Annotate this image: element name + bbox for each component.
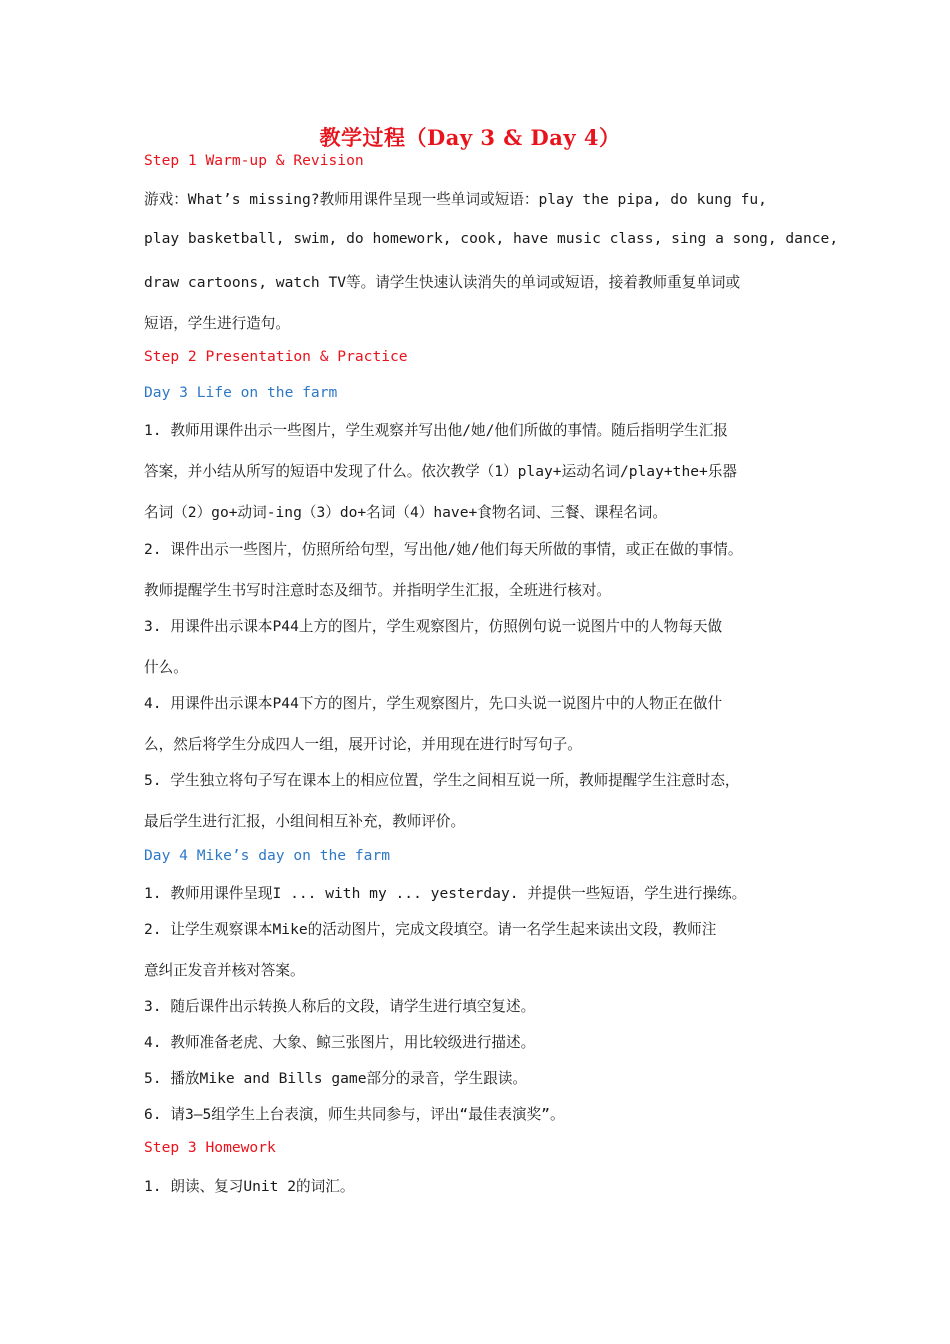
day3-line-4: 2. 课件出示一些图片，仿照所给句型，写出他/她/他们每天所做的事情，或正在做的事情。 [144, 541, 743, 558]
step3-line-1: 1. 朗读、复习Unit 2的词汇。 [144, 1178, 355, 1195]
day4-line-2: 2. 让学生观察课本Mike的活动图片，完成文段填空。请一名学生起来读出文段，教师注 [144, 921, 717, 938]
day3-line-10: 5. 学生独立将句子写在课本上的相应位置，学生之间相互说一所，教师提醒学生注意时态， [144, 772, 740, 789]
day4-heading: Day 4 Mike’s day on the farm [144, 847, 391, 864]
step1-heading: Step 1 Warm-up & Revision [144, 152, 364, 169]
day3-line-3: 名词（2）go+动词-ing（3）do+名词（4）have+食物名词、三餐、课程名词。 [144, 504, 667, 521]
step1-line-1: 游戏：What’s missing?教师用课件呈现一些单词或短语：play the pipa, do kung fu, [144, 191, 767, 208]
day4-line-3: 意纠正发音并核对答案。 [144, 962, 305, 979]
step2-heading: Step 2 Presentation & Practice [144, 348, 408, 365]
day3-heading: Day 3 Life on the farm [144, 384, 338, 401]
day3-line-6: 3. 用课件出示课本P44上方的图片，学生观察图片，仿照例句说一说图片中的人物每天做 [144, 618, 723, 635]
step1-line-4: 短语，学生进行造句。 [144, 315, 290, 332]
step1-line-2: play basketball, swim, do homework, cook, have music class, sing a song, dance, [144, 230, 839, 247]
day4-line-4: 3. 随后课件出示转换人称后的文段，请学生进行填空复述。 [144, 998, 536, 1015]
step1-line-3: draw cartoons, watch TV等。请学生快速认读消失的单词或短语，接着教师重复单词或 [144, 274, 741, 291]
day3-line-2: 答案，并小结从所写的短语中发现了什么。依次教学（1）play+运动名词/play+the+乐器 [144, 463, 737, 480]
page-title: 教学过程（Day 3 & Day 4） [319, 125, 621, 150]
day3-line-7: 什么。 [144, 659, 188, 676]
day4-line-6: 5. 播放Mike and Bills game部分的录音，学生跟读。 [144, 1070, 528, 1087]
step3-heading: Step 3 Homework [144, 1139, 276, 1156]
day3-line-9: 么，然后将学生分成四人一组，展开讨论，并用现在进行时写句子。 [144, 736, 582, 753]
day3-line-8: 4. 用课件出示课本P44下方的图片，学生观察图片，先口头说一说图片中的人物正在做什 [144, 695, 723, 712]
day3-line-5: 教师提醒学生书写时注意时态及细节。并指明学生汇报，全班进行核对。 [144, 582, 612, 599]
day3-line-11: 最后学生进行汇报，小组间相互补充，教师评价。 [144, 813, 466, 830]
day4-line-1: 1. 教师用课件呈现I ... with my ... yesterday. 并提供一些短语，学生进行操练。 [144, 885, 747, 902]
day3-line-1: 1. 教师用课件出示一些图片，学生观察并写出他/她/他们所做的事情。随后指明学生汇报 [144, 422, 728, 439]
day4-line-5: 4. 教师准备老虎、大象、鲸三张图片，用比较级进行描述。 [144, 1034, 536, 1051]
day4-line-7: 6. 请3—5组学生上台表演，师生共同参与，评出“最佳表演奖”。 [144, 1106, 565, 1123]
